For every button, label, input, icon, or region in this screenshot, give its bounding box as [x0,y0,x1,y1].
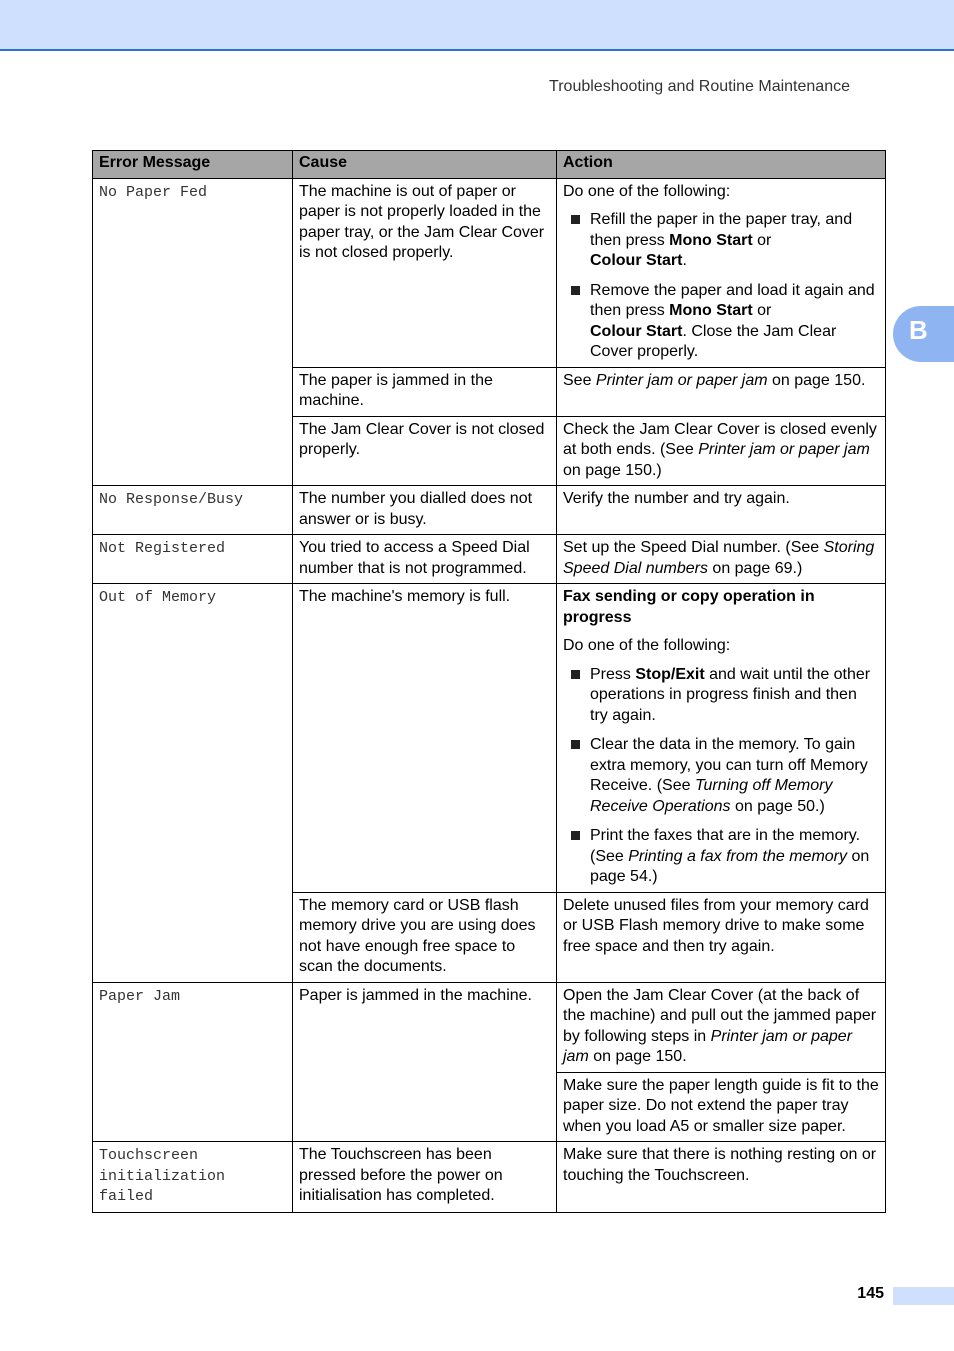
page-number: 145 [857,1285,884,1302]
error-message-cell: Touchscreen initialization failed [93,1142,293,1213]
bullet-square-icon [571,215,580,224]
table-row [93,178,886,367]
action-cell: Make sure that there is nothing resting on or touching the Touchscreen. [557,1142,886,1213]
action-cell: Make sure the paper length guide is fit to the paper size. Do not extend the paper tray when you load A5 or smaller size paper. [557,1072,886,1142]
table-row [93,584,886,893]
action-intro: Do one of the following: [563,637,731,654]
action-intro: Do one of the following: [563,182,731,200]
cause-cell: The memory card or USB flash memory drive you are using does not have enough free space to scan the documents. [293,892,557,982]
error-message-cell: No Response/Busy [93,486,293,535]
bullet-square-icon [571,670,580,679]
cause-cell: The Touchscreen has been pressed before the power on initialisation has completed. [293,1142,557,1213]
section-tab [893,306,954,362]
list-item: Remove the paper and load it again and then press Mono Start or Colour Start. Close the Jam Clear Cover properly. [563,281,879,363]
cause-cell: The Jam Clear Cover is not closed properly. [293,416,557,486]
cause-cell: The machine's memory is full. [293,584,557,893]
list-item: Press Stop/Exit and wait until the other operations in progress finish and then try again. [563,665,879,727]
table-row [93,1142,886,1213]
table-row [93,982,886,1072]
action-list [563,665,879,888]
action-cell [557,584,886,893]
top-header-band [0,0,954,51]
footer-band [893,1287,954,1305]
error-message-cell: Paper Jam [93,982,293,1142]
list-item: Clear the data in the memory. To gain extra memory, you can turn off Memory Receive. (See Turning off Memory Receive Operations on page 50.) [563,735,879,817]
action-cell: Delete unused files from your memory card or USB Flash memory drive to make some free space and then try again. [557,892,886,982]
header-action: Action [557,151,886,179]
action-cell: Open the Jam Clear Cover (at the back of the machine) and pull out the jammed paper by following steps in Printer jam or paper jam on page 150. [557,982,886,1072]
cause-cell: The number you dialled does not answer or is busy. [293,486,557,535]
list-item: Print the faxes that are in the memory. (See Printing a fax from the memory on page 54.) [563,826,879,888]
action-list [563,210,879,363]
bullet-square-icon [571,286,580,295]
cause-cell: The machine is out of paper or paper is not properly loaded in the paper tray, or the Jam Clear Cover is not closed properly. [293,178,557,367]
action-heading: Fax sending or copy operation in progress [563,588,815,626]
section-tab-letter: B [909,315,928,345]
action-cell: Check the Jam Clear Cover is closed evenly at both ends. (See Printer jam or paper jam on page 150.) [557,416,886,486]
error-message-table [92,150,886,1213]
action-cell: See Printer jam or paper jam on page 150. [557,367,886,416]
bullet-square-icon [571,831,580,840]
cause-cell: You tried to access a Speed Dial number that is not programmed. [293,535,557,584]
table-row [93,486,886,535]
cause-cell: Paper is jammed in the machine. [293,982,557,1142]
cause-cell: The paper is jammed in the machine. [293,367,557,416]
action-cell: Set up the Speed Dial number. (See Storing Speed Dial numbers on page 69.) [557,535,886,584]
error-message-cell: Not Registered [93,535,293,584]
bullet-square-icon [571,740,580,749]
header-cause: Cause [293,151,557,179]
action-cell: Verify the number and try again. [557,486,886,535]
table-header-row [93,151,886,179]
action-cell [557,178,886,367]
error-message-cell: No Paper Fed [93,178,293,486]
running-title: Troubleshooting and Routine Maintenance [549,78,850,95]
list-item: Refill the paper in the paper tray, and then press Mono Start or Colour Start. [563,210,879,272]
error-message-cell: Out of Memory [93,584,293,983]
table-row [93,535,886,584]
header-error-message: Error Message [93,151,293,179]
